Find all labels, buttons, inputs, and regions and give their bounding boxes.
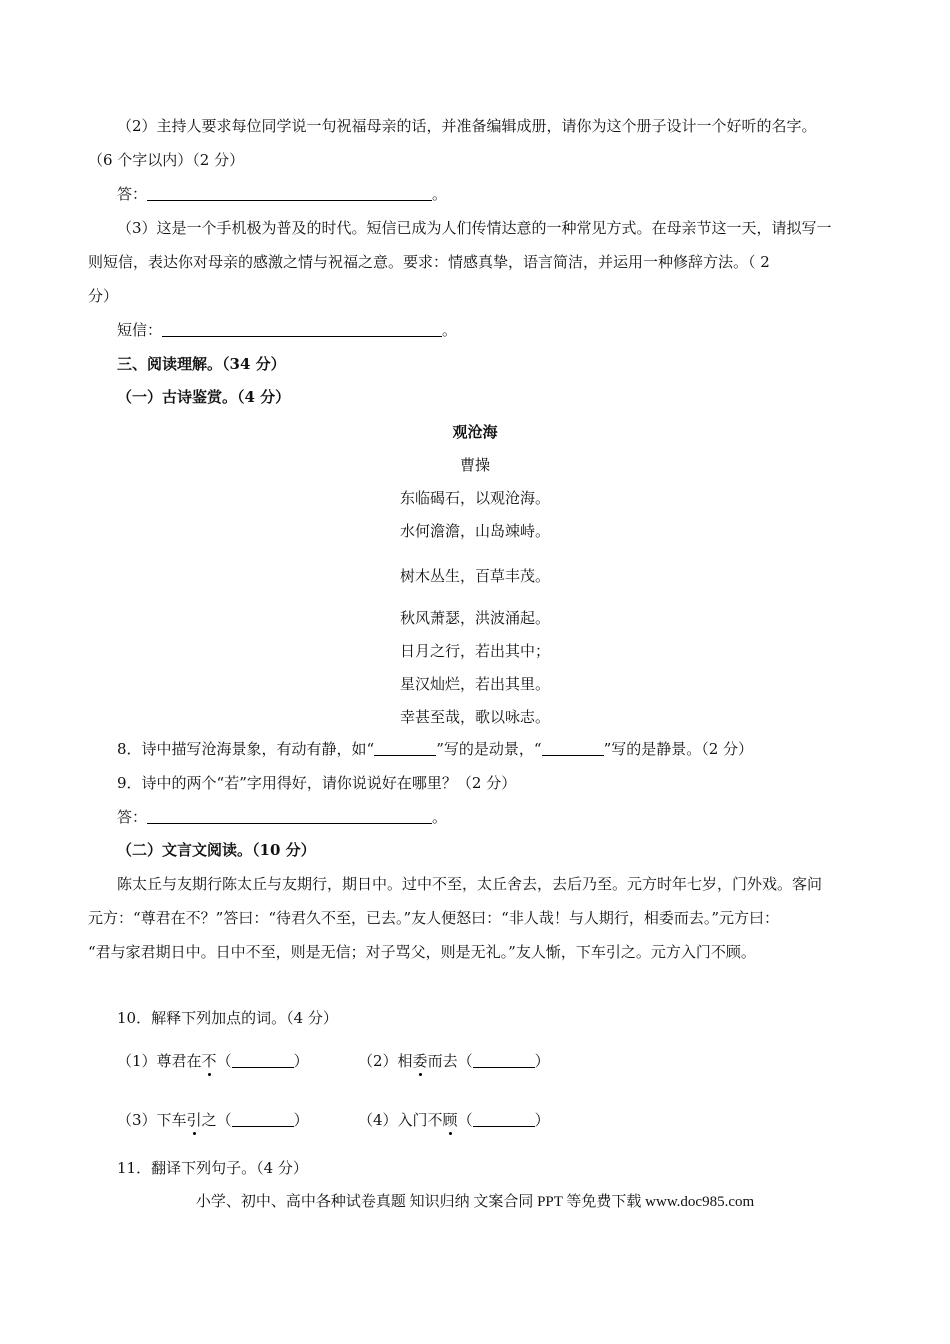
poem-line: 东临碣石，以观沧海。 xyxy=(399,489,550,507)
section3-title: 三、阅读理解。（34 分） xyxy=(117,355,286,373)
q10-item-4: （4）入门不顾（ ） xyxy=(358,1111,550,1129)
q8-blank-static[interactable] xyxy=(542,741,604,756)
passage-line: “君与家君期日中。日中不至，则是无信；对子骂父，则是无礼。”友人惭，下车引之。元方入门不顾。 xyxy=(88,943,756,961)
sms-label: 短信： xyxy=(117,321,163,339)
poem-line: 星汉灿烂，若出其里。 xyxy=(399,675,550,693)
q10-title: 10．解释下列加点的词。（4 分） xyxy=(117,1009,338,1027)
passage-line: 元方：“尊君在不？”答曰：“待君久不至，已去。”友人便怒曰：“非人哉！与人期行，相委而去。”元方曰： xyxy=(88,909,780,927)
q9-answer: 答： 。 xyxy=(117,808,448,826)
q8-blank-dynamic[interactable] xyxy=(374,741,436,756)
poem-line: 幸甚至哉，歌以咏志。 xyxy=(399,708,550,726)
q9-answer-blank[interactable] xyxy=(147,809,432,824)
poem-line: 秋风萧瑟，洪波涌起。 xyxy=(399,609,550,627)
q10-item-3: （3）下车引之（ ） xyxy=(117,1111,309,1129)
answer-blank[interactable] xyxy=(147,186,432,201)
q7-sms-answer: 短信： 。 xyxy=(117,321,458,339)
q7-part2-line2: （6 个字以内）（2 分） xyxy=(88,151,245,169)
q10-item-2: （2）相委而去（ ） xyxy=(358,1052,550,1070)
q7-part2-line1: （2）主持人要求每位同学说一句祝福母亲的话，并准备编辑成册，请你为这个册子设计一个好听的名字。 xyxy=(117,117,817,135)
q10-blank-3[interactable] xyxy=(232,1112,294,1127)
q10-blank-2[interactable] xyxy=(473,1053,535,1068)
poem-title: 观沧海 xyxy=(452,423,498,441)
q8-question: 8．诗中描写沧海景象，有动有静，如“ ”写的是动景，“ ”写的是静景。（2 分） xyxy=(117,740,754,758)
q10-blank-4[interactable] xyxy=(473,1112,535,1127)
answer-period: 。 xyxy=(432,185,448,203)
poem-line: 日月之行，若出其中； xyxy=(399,642,550,660)
sms-blank[interactable] xyxy=(162,322,442,337)
poem-line: 树木丛生，百草丰茂。 xyxy=(399,567,550,585)
part2-title: （二）文言文阅读。（10 分） xyxy=(117,841,316,859)
q7-part3-line1: （3）这是一个手机极为普及的时代。短信已成为人们传情达意的一种常见方式。在母亲节这一天，请拟写一 xyxy=(117,219,832,237)
q7-part3-line2: 则短信，表达你对母亲的感激之情与祝福之意。要求：情感真挚，语言简洁，并运用一种修辞方法。（ 2 xyxy=(88,253,770,271)
q7-part3-line3: 分） xyxy=(88,287,119,305)
q7-part2-answer xyxy=(117,184,447,204)
q10-blank-1[interactable] xyxy=(232,1053,294,1068)
q9-question: 9．诗中的两个“若”字用得好，请你说说好在哪里？（2 分） xyxy=(117,774,517,792)
poem-line: 水何澹澹，山岛竦峙。 xyxy=(399,522,550,540)
passage-line: 陈太丘与友期行陈太丘与友期行，期日中。过中不至，太丘舍去，去后乃至。元方时年七岁，门外戏。客问 xyxy=(117,875,823,893)
section3-part1-title: （一）古诗鉴赏。（4 分） xyxy=(117,388,291,406)
poem-author: 曹操 xyxy=(459,456,490,474)
page-footer: 小学、初中、高中各种试卷真题 知识归纳 文案合同 PPT 等免费下载 www.doc985.com xyxy=(195,1194,755,1210)
answer-label: 答： xyxy=(117,185,148,203)
q10-item-1: （1）尊君在不（ ） xyxy=(117,1052,309,1070)
q11-title: 11．翻译下列句子。（4 分） xyxy=(117,1159,308,1177)
